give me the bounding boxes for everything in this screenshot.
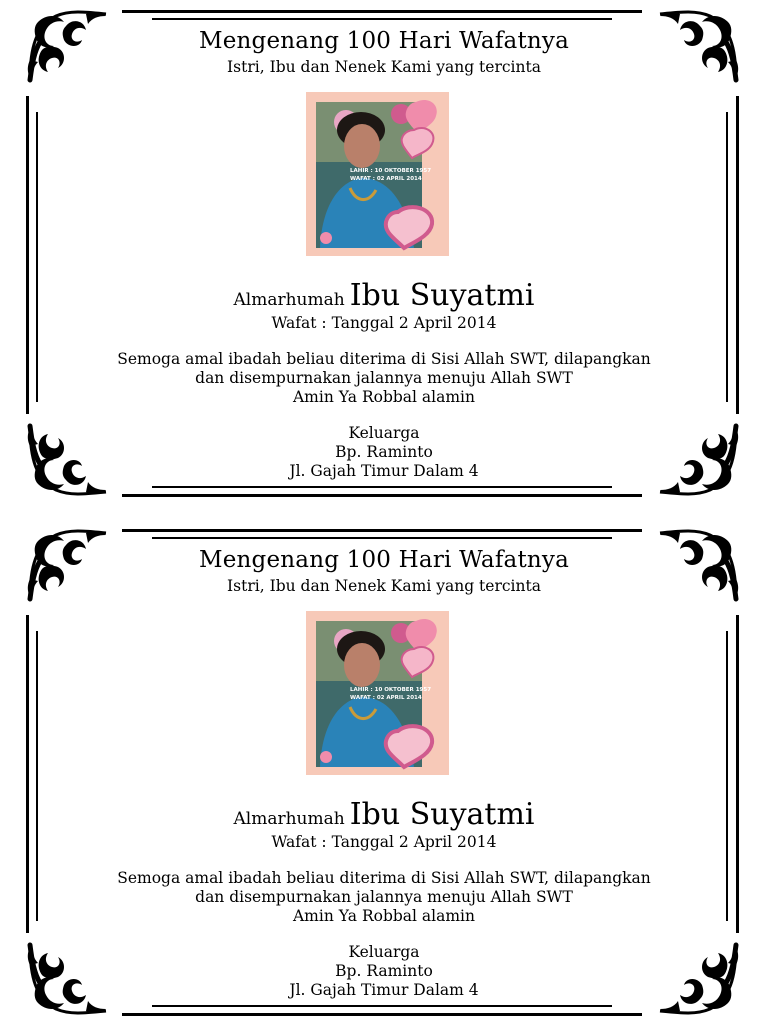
- memorial-title: Mengenang 100 Hari Wafatnya: [198, 547, 570, 573]
- family-signature: [0, 943, 768, 1000]
- photo-caption-born: LAHIR : 10 OKTOBER 1957: [350, 168, 432, 174]
- photo-caption-died: WAFAT : 02 APRIL 2014: [350, 695, 422, 701]
- name-prefix: Almarhumah: [233, 809, 345, 829]
- prayer-line: Amin Ya Robbal alamin: [292, 388, 475, 406]
- family-line: Jl. Gajah Timur Dalam 4: [289, 462, 479, 480]
- portrait-photo: [306, 611, 449, 775]
- frame-top-line-inner: [152, 537, 612, 539]
- frame-top-line-inner: [152, 18, 612, 20]
- prayer-line: dan disempurnakan jalannya menuju Allah SWT: [195, 888, 573, 906]
- photo-caption-born: LAHIR : 10 OKTOBER 1957: [350, 687, 432, 693]
- prayer-line: Semoga amal ibadah beliau diterima di Sisi Allah SWT, dilapangkan: [117, 869, 651, 887]
- date-of-death: Wafat : Tanggal 2 April 2014: [271, 833, 497, 851]
- deceased-name: Ibu Suyatmi: [349, 278, 535, 313]
- frame-bottom-line: [122, 494, 642, 497]
- family-line: Keluarga: [348, 943, 420, 961]
- frame-top-line: [122, 529, 642, 532]
- frame-bottom-line-inner: [152, 1005, 612, 1007]
- deceased-name: Ibu Suyatmi: [349, 797, 535, 832]
- name-prefix: Almarhumah: [233, 290, 345, 310]
- frame-bottom-line: [122, 1013, 642, 1016]
- family-signature: [0, 424, 768, 481]
- prayer-line: Semoga amal ibadah beliau diterima di Sisi Allah SWT, dilapangkan: [117, 350, 651, 368]
- photo-caption-died: WAFAT : 02 APRIL 2014: [350, 176, 422, 182]
- memorial-subtitle: Istri, Ibu dan Nenek Kami yang tercinta: [227, 58, 541, 76]
- deceased-name-line: [0, 797, 768, 832]
- prayer-text: [0, 869, 768, 926]
- prayer-line: dan disempurnakan jalannya menuju Allah SWT: [195, 369, 573, 387]
- memorial-title: Mengenang 100 Hari Wafatnya: [198, 28, 570, 54]
- portrait-photo: [306, 92, 449, 256]
- family-line: Bp. Raminto: [335, 962, 433, 980]
- card-bottom: [0, 519, 768, 1025]
- deceased-name-line: [0, 278, 768, 313]
- memorial-subtitle: Istri, Ibu dan Nenek Kami yang tercinta: [227, 577, 541, 595]
- frame-bottom-line-inner: [152, 486, 612, 488]
- prayer-line: Amin Ya Robbal alamin: [292, 907, 475, 925]
- date-of-death: Wafat : Tanggal 2 April 2014: [271, 314, 497, 332]
- family-line: Keluarga: [348, 424, 420, 442]
- family-line: Bp. Raminto: [335, 443, 433, 461]
- family-line: Jl. Gajah Timur Dalam 4: [289, 981, 479, 999]
- frame-top-line: [122, 10, 642, 13]
- card-top: [0, 0, 768, 506]
- prayer-text: [0, 350, 768, 407]
